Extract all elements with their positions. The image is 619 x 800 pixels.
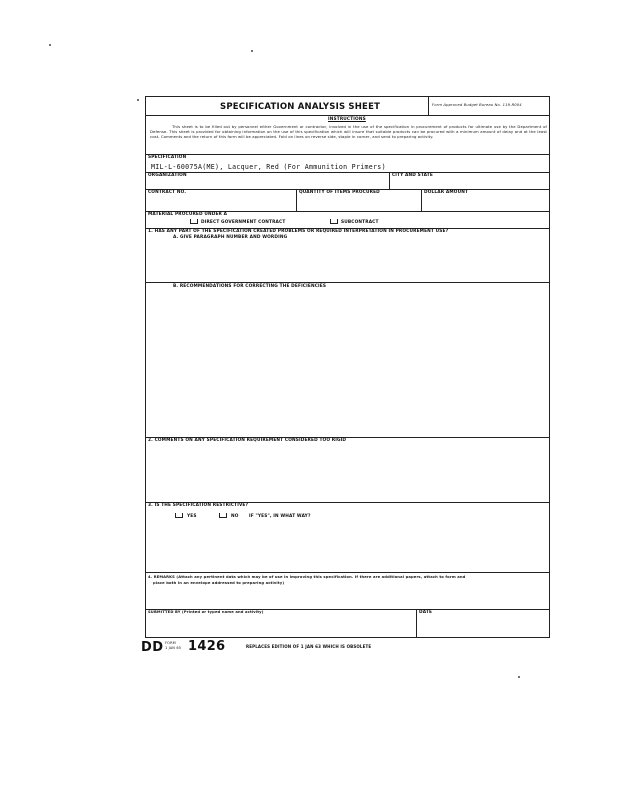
scan-speck [49, 44, 51, 46]
restrictive-no-label: NO [231, 514, 239, 519]
quantity-label: QUANTITY OF ITEMS PROCURED [299, 190, 380, 195]
organization-label: ORGANIZATION [148, 173, 187, 178]
rule [389, 172, 390, 189]
specification-analysis-form [145, 96, 550, 638]
question-4-answer-area[interactable] [146, 589, 549, 608]
form-number: 1426 [188, 639, 226, 654]
rule [146, 115, 549, 116]
question-2-label: 2. COMMENTS ON ANY SPECIFICATION REQUIREMENT CONSIDERED TOO RIGID [148, 438, 347, 443]
rule [146, 172, 549, 173]
question-1a-label: A. GIVE PARAGRAPH NUMBER AND WORDING [173, 235, 288, 240]
question-1a-answer-area[interactable] [146, 243, 549, 281]
instructions-heading: INSTRUCTIONS [328, 117, 366, 122]
rule [416, 609, 417, 638]
restrictive-no-checkbox[interactable] [219, 513, 227, 518]
scan-speck [251, 50, 253, 52]
date-label: DATE [419, 610, 433, 615]
specification-value[interactable]: MIL-L-60075A(ME), Lacquer, Red (For Ammunition Primers) [151, 163, 386, 171]
instructions-body: This sheet is to be filled out by personnel either Government or contractor, involved in the use of the specification in procurement of products for ultimate use by the Department of Defense. This sheet is provided for obtaining information on the use of this specification which will insure that suitable products can be procured with a minimum amount of delay and at the least cost. Comments and the return of this form will be appreciated. Fold on lines on reverse side, staple in corner, and send to preparing activity. [150, 124, 547, 139]
header-divider [428, 97, 429, 115]
rule [421, 189, 422, 211]
question-3-label: 3. IS THE SPECIFICATION RESTRICTIVE? [148, 503, 249, 508]
question-1b-label: B. RECOMMENDATIONS FOR CORRECTING THE DEFICIENCIES [173, 284, 327, 289]
form-small-label: FORM [165, 641, 176, 645]
submitted-by-label: SUBMITTED BY (Printed or typed name and activity) [148, 610, 264, 614]
restrictive-yes-label: YES [187, 514, 197, 519]
form-title: SPECIFICATION ANALYSIS SHEET [220, 102, 381, 112]
city-state-label: CITY AND STATE [392, 173, 433, 178]
question-1-label: 1. HAS ANY PART OF THE SPECIFICATION CREATED PROBLEMS OR REQUIRED INTERPRETATION IN PROCUREMENT USE? [148, 229, 449, 234]
question-2-answer-area[interactable] [146, 446, 549, 500]
direct-contract-checkbox[interactable] [190, 219, 198, 224]
direct-contract-label: DIRECT GOVERNMENT CONTRACT [201, 220, 286, 225]
restrictive-if-yes-label: IF "YES", IN WHAT WAY? [249, 514, 311, 519]
budget-bureau-note: Form Approved Budget Bureau No. 119-R004 [432, 103, 522, 107]
contract-number-label: CONTRACT NO. [148, 190, 187, 195]
question-4-label-line2: place both in an envelope addressed to preparing activity) [153, 581, 285, 585]
rule [146, 154, 549, 155]
material-procured-label: MATERIAL PROCURED UNDER A [148, 212, 228, 217]
question-4-label-line1: 4. REMARKS (Attach any pertinent data which may be of use in improving this specification. If there are additional papers, attach to form and [148, 575, 466, 579]
rule [146, 282, 549, 283]
form-date-label: 1 JAN 65 [165, 646, 182, 650]
replaces-edition-note: REPLACES EDITION OF 1 JAN 63 WHICH IS OBSOLETE [246, 644, 372, 649]
scan-speck [518, 676, 520, 678]
dd-mark: DD [141, 640, 164, 655]
question-1b-answer-area[interactable] [146, 292, 549, 437]
dollar-amount-label: DOLLAR AMOUNT [424, 190, 469, 195]
restrictive-yes-checkbox[interactable] [175, 513, 183, 518]
question-3-answer-area[interactable] [146, 522, 549, 570]
subcontract-label: SUBCONTRACT [341, 220, 379, 225]
specification-label: SPECIFICATION [148, 155, 187, 160]
rule [296, 189, 297, 211]
rule [146, 572, 549, 573]
scan-speck [137, 99, 139, 101]
subcontract-checkbox[interactable] [330, 219, 338, 224]
